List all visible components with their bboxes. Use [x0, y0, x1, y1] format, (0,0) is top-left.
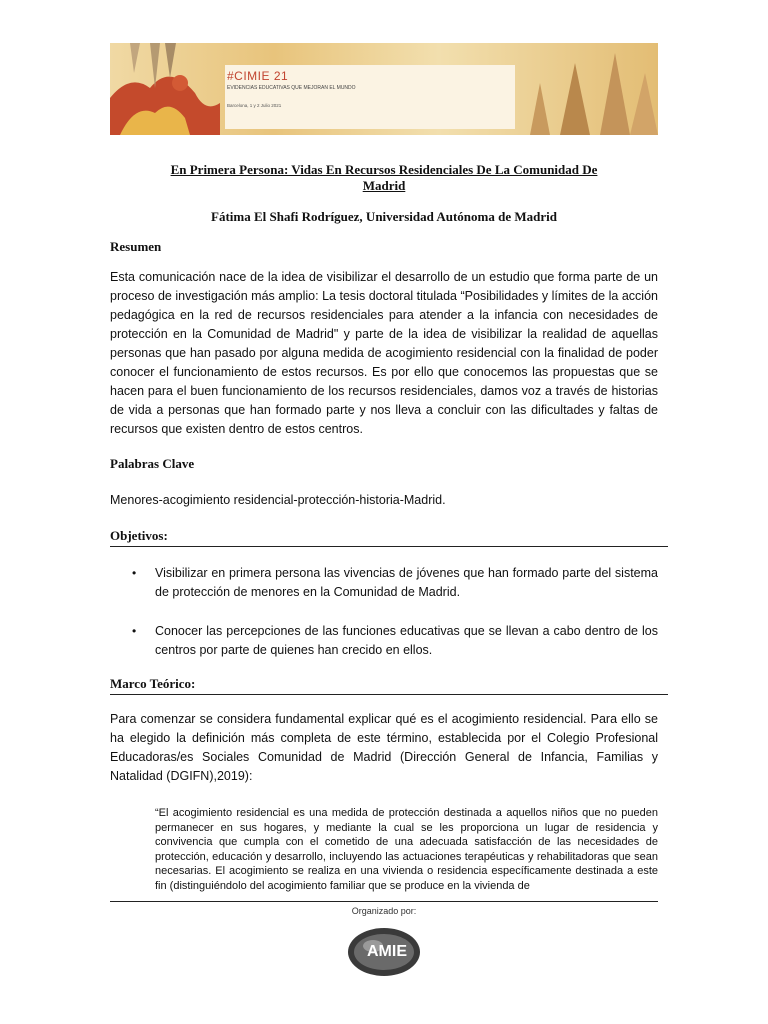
organized-by-label: Organizado por: [351, 906, 417, 916]
logo-text: AMIE [367, 943, 407, 960]
objetivo-text: Visibilizar en primera persona las vivencias de jóvenes que han formado parte del sistema de protección de menores en la Comunidad de Madrid. [155, 566, 658, 599]
document-title: En Primera Persona: Vidas En Recursos Residenciales De La Comunidad De Madrid [170, 162, 598, 193]
banner-hashtag: #CIMIE 21 [227, 69, 289, 83]
author-line: Fátima El Shafi Rodríguez, Universidad Autónoma de Madrid [211, 209, 557, 224]
amie-logo-mark [345, 922, 423, 978]
objetivos-heading: Objetivos: [110, 528, 168, 543]
objetivos-rule [110, 546, 668, 547]
palabras-clave-heading: Palabras Clave [110, 456, 195, 471]
bullet-icon: • [132, 624, 137, 638]
resumen-paragraph: Esta comunicación nace de la idea de visibilizar el desarrollo de un estudio que forma parte de un proceso de investigación más amplio: La tesis doctoral titulada “Posibilidades y límites de la acción pedagógica en la red de recursos residenciales para atender a la infancia con necesidades de protección en la Comunidad de Madrid" y parte de la idea de visibilizar la realidad de aquellas personas que han pasado por alguna medida de acogimiento residencial con la finalidad de poder conocer el funcionamiento de estos recursos. Es por ello que conocemos las propuestas que se hacen para el buen funcionamiento de los recursos residenciales, damos voz a través de historias de vida a personas que han formado parte y nos lleva a concluir con las dificultades y faltas de recursos que existen dentro de estos centros. [110, 270, 658, 436]
footer-rule [110, 901, 658, 902]
header-banner [110, 43, 658, 135]
objetivo-text: Conocer las percepciones de las funciones educativas que se llevan a cabo dentro de los centros por parte de quienes han crecido en ellos. [155, 624, 658, 657]
marco-teorico-heading: Marco Teórico: [110, 676, 196, 691]
bullet-icon: • [132, 566, 137, 580]
banner-date: Barcelona, 1 y 2 Julio 2021 [227, 103, 282, 108]
amie-logo [345, 922, 423, 978]
marco-teorico-paragraph: Para comenzar se considera fundamental explicar qué es el acogimiento residencial. Para ello se ha elegido la definición más completa de este término, establecida por el Colegio Profesional Educadoras/es Sociales Comunidad de Madrid (Dirección General de Infancia, Familias y Natalidad (DGIFN),2019): [110, 712, 658, 783]
resumen-heading: Resumen [110, 239, 162, 254]
palabras-clave-text: Menores-acogimiento residencial-protección-historia-Madrid. [110, 493, 446, 507]
definition-quote: “El acogimiento residencial es una medida de protección destinada a aquellos niños que no pueden permanecer en sus hogares, y mediante la cual se les proporciona un lugar de residencia y convivencia que cumpla con el cometido de una adecuada satisfacción de las necesidades de protección, educación y desarrollo, incluyendo las actuaciones terapéuticas y rehabilitadoras que sean necesarias. El acogimiento se realiza en una vivienda o residencia específicamente destinada a este fin (distinguiéndolo del acogimiento familiar que se produce en la vivienda de [155, 807, 658, 892]
marco-rule [110, 694, 668, 695]
banner-subtitle: EVIDENCIAS EDUCATIVAS QUE MEJORAN EL MUNDO [227, 85, 356, 91]
